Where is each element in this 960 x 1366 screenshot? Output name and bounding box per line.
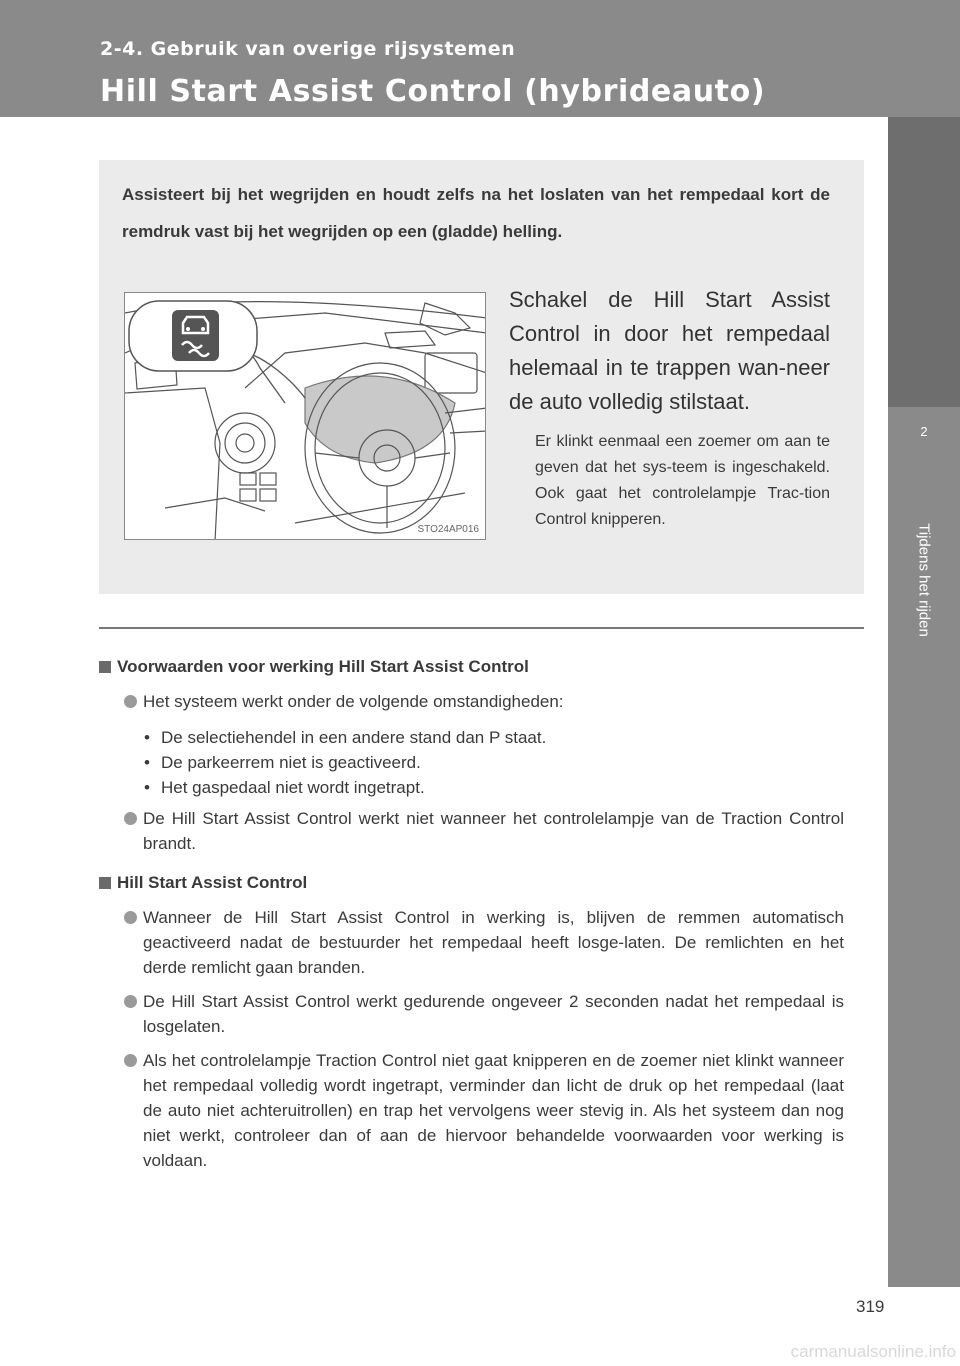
heading-conditions: Voorwaarden voor werking Hill Start Assist Control <box>99 654 844 679</box>
sub-item: • De parkeerrem niet is geactiveerd. <box>99 750 844 775</box>
bullet-item: Als het controlelampje Traction Control niet gaat knipperen en de zoemer niet klinkt wanneer het rempedaal volledig wordt ingetrapt, verminder dan licht de druk op het rempedaal (laat de auto niet achteruitrollen) en trap het vervolgens weer stevig in. Als het systeem dan nog niet werkt, controleer dan of aan de hiervoor behandelde voorwaarden voor werking is voldaan. <box>99 1048 844 1173</box>
bullet-item: Wanneer de Hill Start Assist Control in werking is, blijven de remmen automatisch geactiveerd nadat de bestuurder het rempedaal heeft losge-laten. De remlichten en het derde remlicht gaan branden. <box>99 905 844 980</box>
section-divider <box>99 627 864 629</box>
step-note: Er klinkt eenmaal een zoemer om aan te geven dat het sys-teem is ingeschakeld. Ook gaat het controlelampje Trac-tion Control knipperen. <box>535 433 830 528</box>
heading-hsac: Hill Start Assist Control <box>99 870 844 895</box>
sub-item: • De selectiehendel in een andere stand dan P staat. <box>99 725 844 750</box>
bullet-item: De Hill Start Assist Control werkt gedurende ongeveer 2 seconden nadat het rempedaal is losgelaten. <box>99 989 844 1039</box>
section-label: 2-4. Gebruik van overige rijsystemen <box>100 38 516 60</box>
illustration-code: STO24AP016 <box>417 524 479 535</box>
chapter-number: 2 <box>920 424 928 439</box>
watermark: carmanualsonline.info <box>790 1342 956 1361</box>
dashboard-drawing <box>125 293 486 540</box>
page-number: 319 <box>856 1297 885 1316</box>
chapter-title: Tijdens het rijden <box>915 523 933 637</box>
dashboard-illustration <box>124 292 486 540</box>
bullet-item: De Hill Start Assist Control werkt niet wanneer het controlelampje van de Traction Control brandt. <box>99 806 844 856</box>
traction-control-indicator-icon <box>172 310 219 361</box>
bullet-item: Het systeem werkt onder de volgende omstandigheden: <box>99 689 844 714</box>
intro-text: Assisteert bij het wegrijden en houdt zelfs na het loslaten van het rempedaal kort de remdruk vast bij het wegrijden op een (gladde) helling. <box>122 185 830 241</box>
main-content <box>99 654 844 1173</box>
page-title: Hill Start Assist Control (hybrideauto) <box>100 74 766 109</box>
step-instruction: Schakel de Hill Start Assist Control in door het rempedaal helemaal in te trappen wan-neer de auto volledig stilstaat. <box>509 287 830 414</box>
sub-item: • Het gaspedaal niet wordt ingetrapt. <box>99 775 844 800</box>
chapter-tab <box>888 117 960 407</box>
chapter-title-wrap <box>892 430 956 730</box>
side-strip-top <box>888 0 960 117</box>
